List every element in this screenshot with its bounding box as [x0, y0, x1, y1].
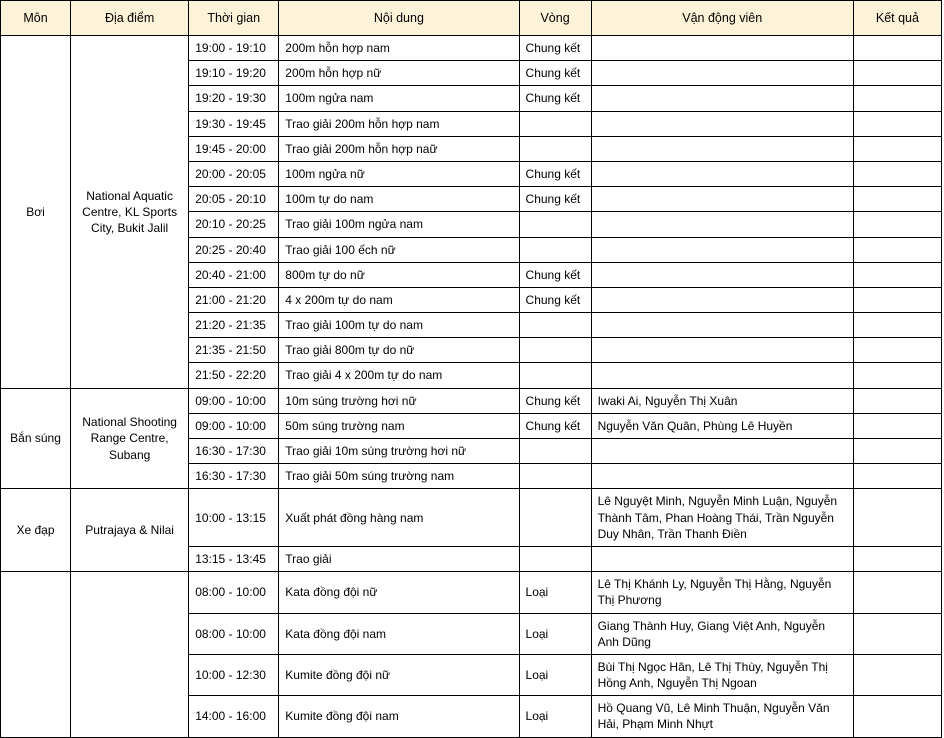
cell-time: 21:20 - 21:35	[189, 313, 279, 338]
cell-result	[853, 36, 941, 61]
cell-time: 09:00 - 10:00	[189, 388, 279, 413]
cell-athlete	[591, 287, 853, 312]
cell-round	[519, 212, 591, 237]
cell-result	[853, 262, 941, 287]
cell-athlete: Lê Thị Khánh Ly, Nguyễn Thị Hằng, Nguyễn Thị Phương	[591, 572, 853, 613]
cell-athlete	[591, 161, 853, 186]
cell-content: Trao giải 800m tự do nữ	[279, 338, 519, 363]
cell-athlete	[591, 212, 853, 237]
header-row	[1, 1, 942, 36]
cell-athlete	[591, 313, 853, 338]
cell-athlete	[591, 86, 853, 111]
cell-time: 20:40 - 21:00	[189, 262, 279, 287]
cell-athlete	[591, 464, 853, 489]
table-row	[1, 572, 942, 613]
cell-result	[853, 439, 941, 464]
cell-sport: Bơi	[1, 36, 71, 389]
cell-time: 21:50 - 22:20	[189, 363, 279, 388]
cell-round	[519, 363, 591, 388]
cell-content: Trao giải 100m ngửa nam	[279, 212, 519, 237]
cell-time: 08:00 - 10:00	[189, 613, 279, 654]
cell-sport: Xe đạp	[1, 489, 71, 572]
cell-content: 4 x 200m tự do nam	[279, 287, 519, 312]
cell-round	[519, 313, 591, 338]
cell-time: 10:00 - 13:15	[189, 489, 279, 547]
cell-result	[853, 464, 941, 489]
cell-athlete	[591, 136, 853, 161]
cell-sport	[1, 572, 71, 738]
cell-result	[853, 696, 941, 737]
cell-round: Loại	[519, 654, 591, 695]
cell-round: Chung kết	[519, 413, 591, 438]
cell-content: Trao giải 10m súng trường hơi nữ	[279, 439, 519, 464]
table-body	[1, 36, 942, 738]
cell-result	[853, 212, 941, 237]
column-header-athlete: Vận động viên	[591, 1, 853, 36]
cell-content: Trao giải 50m súng trường nam	[279, 464, 519, 489]
cell-round	[519, 489, 591, 547]
cell-athlete	[591, 363, 853, 388]
cell-athlete	[591, 187, 853, 212]
cell-time: 19:20 - 19:30	[189, 86, 279, 111]
cell-result	[853, 613, 941, 654]
column-header-sport: Môn	[1, 1, 71, 36]
cell-time: 14:00 - 16:00	[189, 696, 279, 737]
cell-venue	[71, 572, 189, 738]
cell-content: 100m ngửa nam	[279, 86, 519, 111]
cell-content: 100m ngửa nữ	[279, 161, 519, 186]
cell-round: Chung kết	[519, 187, 591, 212]
cell-result	[853, 136, 941, 161]
table-row	[1, 489, 942, 547]
column-header-content: Nội dung	[279, 1, 519, 36]
cell-content: Trao giải	[279, 546, 519, 571]
cell-content: Kumite đồng đội nam	[279, 696, 519, 737]
cell-time: 16:30 - 17:30	[189, 439, 279, 464]
cell-round	[519, 111, 591, 136]
cell-time: 13:15 - 13:45	[189, 546, 279, 571]
cell-time: 21:35 - 21:50	[189, 338, 279, 363]
cell-result	[853, 654, 941, 695]
cell-content: 10m súng trường hơi nữ	[279, 388, 519, 413]
cell-result	[853, 388, 941, 413]
cell-athlete: Iwaki Ai, Nguyễn Thị Xuân	[591, 388, 853, 413]
cell-result	[853, 237, 941, 262]
cell-result	[853, 161, 941, 186]
cell-content: 50m súng trường nam	[279, 413, 519, 438]
cell-content: Trao giải 200m hỗn hợp naữ	[279, 136, 519, 161]
cell-round	[519, 136, 591, 161]
column-header-round: Vòng	[519, 1, 591, 36]
cell-content: Trao giải 100 ếch nữ	[279, 237, 519, 262]
cell-athlete	[591, 262, 853, 287]
cell-round	[519, 237, 591, 262]
cell-athlete	[591, 61, 853, 86]
cell-round: Chung kết	[519, 36, 591, 61]
cell-venue: National Aquatic Centre, KL Sports City, Bukit Jalil	[71, 36, 189, 389]
cell-result	[853, 187, 941, 212]
cell-time: 19:00 - 19:10	[189, 36, 279, 61]
cell-athlete	[591, 237, 853, 262]
cell-result	[853, 546, 941, 571]
cell-athlete	[591, 546, 853, 571]
cell-round: Loại	[519, 613, 591, 654]
column-header-result: Kết quả	[853, 1, 941, 36]
cell-content: Trao giải 4 x 200m tự do nam	[279, 363, 519, 388]
cell-content: Trao giải 200m hỗn hợp nam	[279, 111, 519, 136]
cell-round: Chung kết	[519, 161, 591, 186]
cell-time: 16:30 - 17:30	[189, 464, 279, 489]
cell-athlete	[591, 439, 853, 464]
cell-time: 20:05 - 20:10	[189, 187, 279, 212]
cell-result	[853, 413, 941, 438]
cell-athlete: Nguyễn Văn Quân, Phùng Lê Huyền	[591, 413, 853, 438]
cell-round: Chung kết	[519, 61, 591, 86]
cell-round	[519, 546, 591, 571]
cell-time: 09:00 - 10:00	[189, 413, 279, 438]
cell-time: 20:00 - 20:05	[189, 161, 279, 186]
cell-round	[519, 338, 591, 363]
cell-round: Chung kết	[519, 388, 591, 413]
cell-content: Trao giải 100m tự do nam	[279, 313, 519, 338]
cell-content: 200m hỗn hợp nữ	[279, 61, 519, 86]
cell-result	[853, 86, 941, 111]
cell-athlete: Bùi Thị Ngọc Hân, Lê Thị Thùy, Nguyễn Thị Hồng Anh, Nguyễn Thị Ngoan	[591, 654, 853, 695]
column-header-time: Thời gian	[189, 1, 279, 36]
cell-athlete	[591, 338, 853, 363]
cell-result	[853, 572, 941, 613]
cell-result	[853, 287, 941, 312]
cell-result	[853, 338, 941, 363]
cell-content: Kata đồng đội nữ	[279, 572, 519, 613]
cell-round: Chung kết	[519, 262, 591, 287]
cell-result	[853, 61, 941, 86]
cell-athlete: Giang Thành Huy, Giang Việt Anh, Nguyễn Anh Dũng	[591, 613, 853, 654]
cell-venue: Putrajaya & Nilai	[71, 489, 189, 572]
cell-round: Chung kết	[519, 287, 591, 312]
cell-venue: National Shooting Range Centre, Subang	[71, 388, 189, 489]
cell-time: 19:10 - 19:20	[189, 61, 279, 86]
cell-content: 800m tự do nữ	[279, 262, 519, 287]
cell-content: Kata đồng đội nam	[279, 613, 519, 654]
cell-result	[853, 111, 941, 136]
table-header	[1, 1, 942, 36]
cell-time: 19:45 - 20:00	[189, 136, 279, 161]
cell-athlete: Lê Nguyệt Minh, Nguyễn Minh Luận, Nguyễn Thành Tâm, Phan Hoàng Thái, Trần Nguyễn Duy Nhân, Trần Thanh Điền	[591, 489, 853, 547]
cell-athlete: Hồ Quang Vũ, Lê Minh Thuận, Nguyễn Văn Hải, Phạm Minh Nhựt	[591, 696, 853, 737]
cell-round	[519, 439, 591, 464]
cell-time: 19:30 - 19:45	[189, 111, 279, 136]
cell-content: Kumite đồng đội nữ	[279, 654, 519, 695]
cell-time: 08:00 - 10:00	[189, 572, 279, 613]
cell-athlete	[591, 111, 853, 136]
cell-round	[519, 464, 591, 489]
cell-content: Xuất phát đồng hàng nam	[279, 489, 519, 547]
cell-time: 20:25 - 20:40	[189, 237, 279, 262]
cell-round: Loại	[519, 572, 591, 613]
cell-time: 10:00 - 12:30	[189, 654, 279, 695]
cell-sport: Bắn súng	[1, 388, 71, 489]
table-row	[1, 36, 942, 61]
table-row	[1, 388, 942, 413]
cell-time: 20:10 - 20:25	[189, 212, 279, 237]
cell-athlete	[591, 36, 853, 61]
cell-time: 21:00 - 21:20	[189, 287, 279, 312]
cell-content: 100m tự do nam	[279, 187, 519, 212]
cell-result	[853, 489, 941, 547]
cell-result	[853, 363, 941, 388]
cell-round: Loại	[519, 696, 591, 737]
cell-result	[853, 313, 941, 338]
column-header-venue: Địa điểm	[71, 1, 189, 36]
cell-round: Chung kết	[519, 86, 591, 111]
cell-content: 200m hỗn hợp nam	[279, 36, 519, 61]
